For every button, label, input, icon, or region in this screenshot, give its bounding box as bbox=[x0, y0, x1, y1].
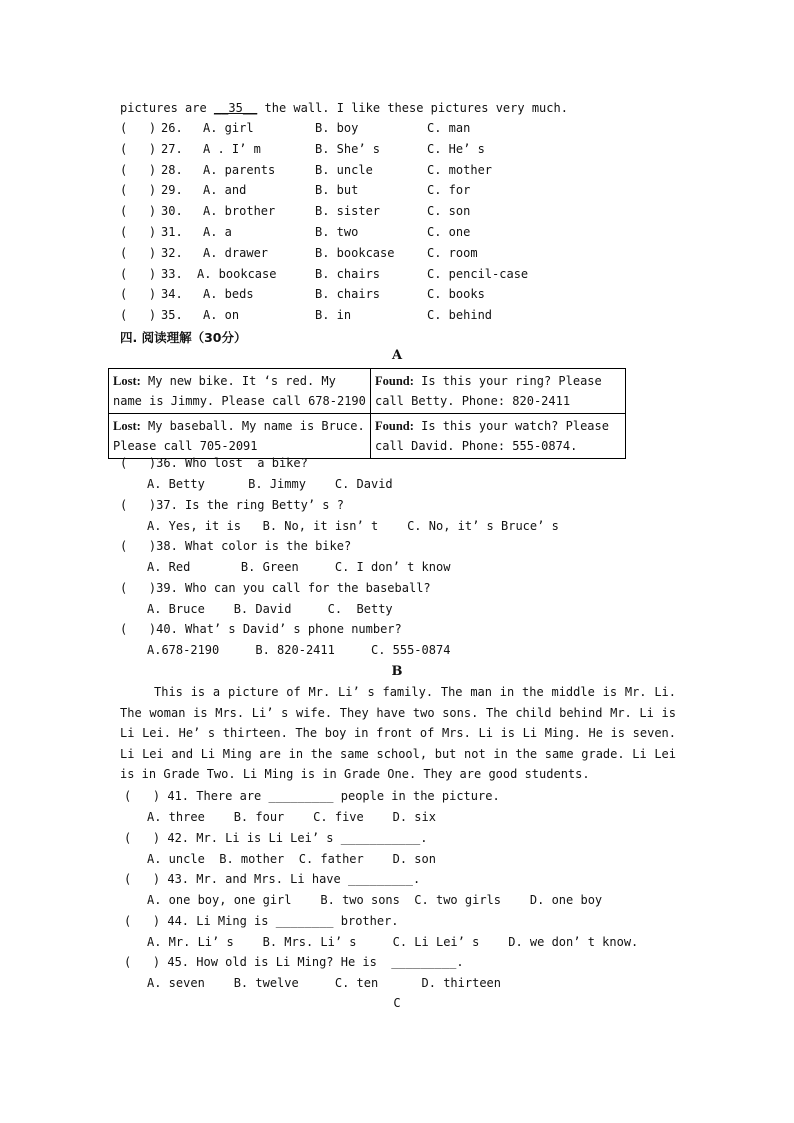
answer-paren: ( ) bbox=[120, 266, 157, 281]
option-a: A. beds bbox=[203, 287, 254, 302]
line-text: the wall. I like these pictures very much. bbox=[257, 101, 568, 115]
question-options: A. Betty B. Jimmy C. David bbox=[147, 477, 393, 491]
option-b: B. sister bbox=[315, 204, 381, 219]
question-options: A. Yes, it is B. No, it isn’ t C. No, it’ s Bruce’ s bbox=[147, 518, 559, 533]
option-c: C. one bbox=[427, 225, 471, 239]
question-options: A. Mr. Li’ s B. Mrs. Li’ s C. Li Lei’ s D. we don’ t know. bbox=[147, 934, 639, 949]
notice-found-watch bbox=[371, 414, 626, 459]
answer-paren: ( ) bbox=[120, 204, 157, 219]
question-options: A. one boy, one girl B. two sons C. two girls D. one boy bbox=[147, 893, 603, 907]
option-c: C. mother bbox=[427, 162, 493, 177]
question-options: A. Bruce B. David C. Betty bbox=[147, 601, 393, 616]
notice-text: Is this your watch? Please call David. Phone: 555-0874. bbox=[375, 419, 609, 453]
option-a: A. and bbox=[203, 183, 247, 198]
notice-label: Lost: bbox=[113, 419, 141, 433]
question-stem: ( ) 45. How old is Li Ming? He is _________. bbox=[124, 955, 464, 969]
question-number: 32. bbox=[161, 245, 183, 260]
option-a: A. drawer bbox=[203, 245, 269, 260]
passage-c-label: C bbox=[393, 996, 401, 1010]
option-c: C. pencil-case bbox=[427, 266, 529, 281]
question-options: A. Red B. Green C. I don’ t know bbox=[147, 560, 451, 574]
line-text: pictures are bbox=[120, 101, 214, 115]
notice-label: Found: bbox=[375, 419, 414, 433]
option-a: A. brother bbox=[203, 204, 276, 219]
option-b: B. boy bbox=[315, 121, 359, 135]
notice-text: My baseball. My name is Bruce. Please call 705-2091 bbox=[113, 419, 365, 453]
answer-paren: ( ) bbox=[120, 287, 157, 302]
option-b: B. bookcase bbox=[315, 245, 395, 260]
option-b: B. chairs bbox=[315, 266, 381, 281]
notice-lost-bike bbox=[109, 369, 371, 414]
option-b: B. uncle bbox=[315, 162, 373, 177]
option-b: B. but bbox=[315, 183, 359, 198]
option-a: A . I’ m bbox=[203, 141, 261, 156]
question-number: 29. bbox=[161, 183, 183, 198]
question-stem: ( )39. Who can you call for the baseball? bbox=[120, 580, 431, 595]
notice-lost-baseball bbox=[109, 414, 371, 459]
option-a: A. parents bbox=[203, 162, 276, 177]
answer-paren: ( ) bbox=[120, 245, 157, 260]
notice-board-table bbox=[108, 368, 626, 459]
question-options: A. three B. four C. five D. six bbox=[147, 810, 436, 824]
question-stem: ( )37. Is the ring Betty’ s ? bbox=[120, 497, 344, 512]
answer-paren: ( ) bbox=[120, 225, 157, 239]
option-a: A. on bbox=[203, 308, 240, 323]
answer-paren: ( ) bbox=[120, 162, 157, 177]
option-c: C. son bbox=[427, 204, 471, 219]
answer-paren: ( ) bbox=[120, 308, 157, 323]
question-stem: ( ) 41. There are _________ people in the picture. bbox=[124, 789, 500, 803]
blank-35: __35__ bbox=[213, 101, 258, 115]
passage-b-body: This is a picture of Mr. Li’ s family. The man in the middle is Mr. Li. The woman is Mrs. Li’ s wife. They have two sons. The child behind Mr. Li is Li Lei. He’ s thirteen. The boy in front of Mrs. Li is Li Ming. He is seven. Li Lei and Li Ming are in the same school, but not in the same grade. Li Lei is in Grade Two. Li Ming is in Grade One. They are good students. bbox=[120, 685, 676, 782]
answer-paren: ( ) bbox=[120, 141, 157, 156]
question-stem: ( )40. What’ s David’ s phone number? bbox=[120, 622, 402, 636]
question-stem: ( )36. Who lost a bike? bbox=[120, 456, 308, 470]
cloze-passage-end bbox=[120, 101, 568, 115]
question-stem: ( ) 43. Mr. and Mrs. Li have _________. bbox=[124, 872, 421, 886]
passage-b-text bbox=[120, 682, 676, 785]
question-stem: ( )38. What color is the bike? bbox=[120, 539, 352, 553]
question-number: 31. bbox=[161, 225, 183, 239]
option-a: A. bookcase bbox=[197, 266, 277, 281]
option-a: A. a bbox=[203, 225, 232, 239]
question-number: 35. bbox=[161, 308, 183, 323]
question-number: 26. bbox=[161, 121, 183, 135]
question-options: A.678-2190 B. 820-2411 C. 555-0874 bbox=[147, 643, 451, 657]
question-stem: ( ) 42. Mr. Li is Li Lei’ s ___________. bbox=[124, 830, 428, 845]
answer-paren: ( ) bbox=[120, 183, 157, 198]
notice-found-ring bbox=[371, 369, 626, 414]
passage-b-label: B bbox=[391, 664, 403, 679]
option-b: B. chairs bbox=[315, 287, 381, 302]
option-c: C. books bbox=[427, 287, 485, 302]
notice-text: Is this your ring? Please call Betty. Phone: 820-2411 bbox=[375, 374, 602, 408]
option-c: C. room bbox=[427, 245, 478, 260]
option-c: C. behind bbox=[427, 308, 493, 323]
option-b: B. in bbox=[315, 308, 352, 323]
notice-label: Lost: bbox=[113, 374, 141, 388]
option-c: C. He’ s bbox=[427, 141, 485, 156]
answer-paren: ( ) bbox=[120, 121, 157, 135]
option-c: C. for bbox=[427, 183, 471, 198]
option-c: C. man bbox=[427, 121, 471, 135]
question-number: 28. bbox=[161, 162, 183, 177]
question-stem: ( ) 44. Li Ming is ________ brother. bbox=[124, 913, 399, 928]
passage-a-label: A bbox=[391, 348, 403, 363]
question-number: 34. bbox=[161, 287, 183, 302]
option-b: B. She’ s bbox=[315, 141, 381, 156]
option-b: B. two bbox=[315, 225, 359, 239]
question-number: 33. bbox=[161, 266, 183, 281]
question-number: 27. bbox=[161, 141, 183, 156]
question-options: A. uncle B. mother C. father D. son bbox=[147, 851, 436, 866]
notice-text: My new bike. It ‘s red. My name is Jimmy. Please call 678-2190 bbox=[113, 374, 366, 408]
option-a: A. girl bbox=[203, 121, 254, 135]
question-options: A. seven B. twelve C. ten D. thirteen bbox=[147, 976, 502, 990]
section-title: 四. 阅读理解（30分） bbox=[120, 330, 247, 345]
question-number: 30. bbox=[161, 204, 183, 219]
notice-label: Found: bbox=[375, 374, 414, 388]
